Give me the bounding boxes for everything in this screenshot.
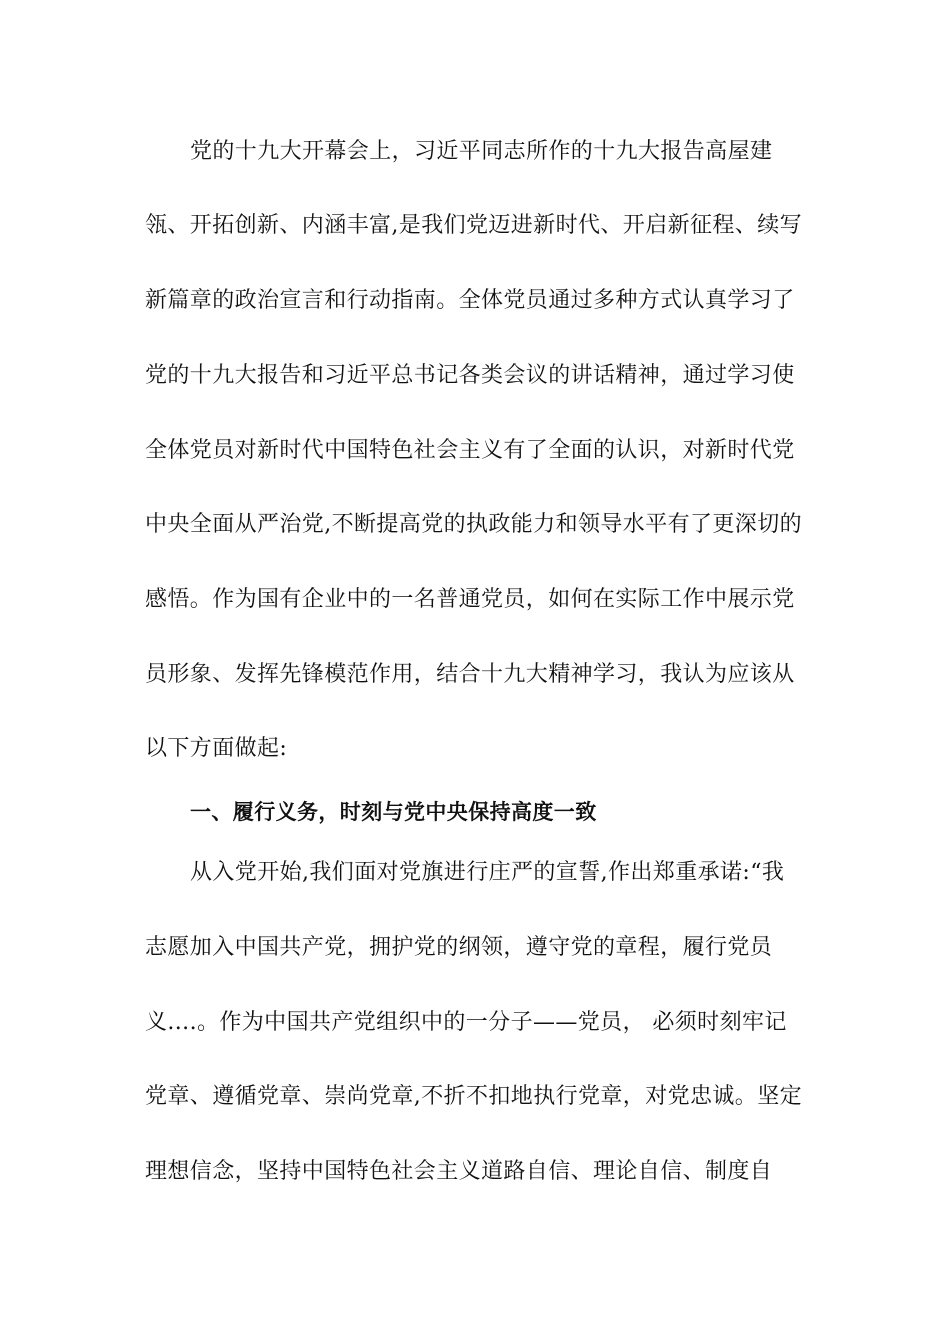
section-heading: 一、履行义务，时刻与党中央保持高度一致 (190, 800, 597, 824)
paragraph-line: 以下方面做起: (145, 736, 288, 761)
paragraph-line: 全体党员对新时代中国特色社会主义有了全面的认识，对新时代党 (145, 438, 795, 463)
paragraph-line: 义....。作为中国共产党组织中的一分子——党员， 必须时刻牢记 (145, 1010, 787, 1035)
paragraph-line: 党章、遵循党章、崇尚党章,不折不扣地执行党章，对党忠诚。坚定 (145, 1084, 802, 1109)
paragraph-line: 党的十九大开幕会上，习近平同志所作的十九大报告高屋建 (190, 139, 773, 164)
paragraph-line: 志愿加入中国共产党，拥护党的纲领，遵守党的章程，履行党员 (145, 935, 773, 960)
paragraph-line: 感悟。作为国有企业中的一名普通党员，如何在实际工作中展示党 (145, 587, 795, 612)
paragraph-line: 中央全面从严治党,不断提高党的执政能力和领导水平有了更深切的 (145, 512, 802, 537)
paragraph-line: 新篇章的政治宣言和行动指南。全体党员通过多种方式认真学习了 (145, 288, 795, 313)
paragraph-line: 员形象、发挥先锋模范作用，结合十九大精神学习，我认为应该从 (145, 662, 795, 687)
paragraph-line: 瓴、开拓创新、内涵丰富,是我们党迈进新时代、开启新征程、续写 (145, 213, 802, 238)
paragraph-line: 从入党开始,我们面对党旗进行庄严的宣誓,作出郑重承诺:“我 (190, 860, 785, 885)
paragraph-line: 党的十九大报告和习近平总书记各类会议的讲话精神，通过学习使 (145, 363, 795, 388)
paragraph-line: 理想信念，坚持中国特色社会主义道路自信、理论自信、制度自 (145, 1159, 773, 1184)
